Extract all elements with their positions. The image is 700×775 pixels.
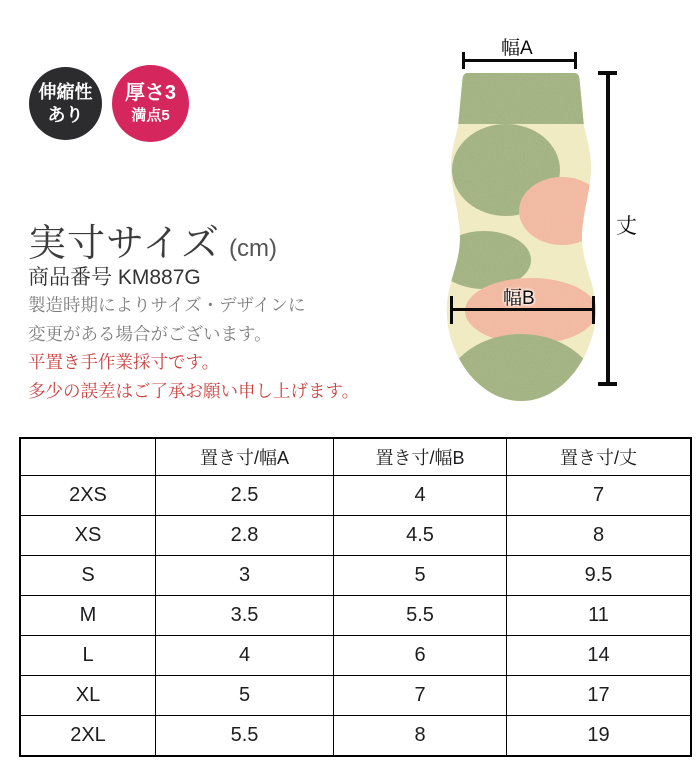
note-red-line2: 多少の誤差はご了承お願い申し上げます。 <box>28 380 360 401</box>
width-b-tick-right <box>592 296 595 324</box>
size-cell: M <box>20 596 156 636</box>
thickness-badge-line1: 厚さ3 <box>124 82 177 104</box>
length-cell: 11 <box>507 596 692 636</box>
header-width-a: 置き寸/幅A <box>156 438 334 476</box>
size-table-header-row <box>20 438 691 476</box>
sock-illustration <box>438 68 602 408</box>
length-line <box>606 71 610 386</box>
width-a-label: 幅A <box>501 38 533 59</box>
length-cell: 17 <box>507 676 692 716</box>
length-cell: 9.5 <box>507 556 692 596</box>
width-b-cell: 5.5 <box>334 596 507 636</box>
table-row <box>20 676 691 716</box>
stretch-badge-line1: 伸縮性 <box>38 81 93 102</box>
length-cell: 7 <box>507 476 692 516</box>
length-cell: 14 <box>507 636 692 676</box>
header-size <box>20 438 156 476</box>
table-row <box>20 556 691 596</box>
length-cell: 19 <box>507 716 692 757</box>
product-number: 商品番号 KM887G <box>28 266 201 289</box>
width-a-cell: 2.8 <box>156 516 334 556</box>
notes-block <box>28 291 359 405</box>
stretch-badge-line2: あり <box>47 104 84 125</box>
width-a-cell: 2.5 <box>156 476 334 516</box>
width-a-cell: 3 <box>156 556 334 596</box>
width-a-cell: 5 <box>156 676 334 716</box>
note-gray-line1: 製造時期によりサイズ・デザインに <box>28 295 306 315</box>
size-cell: 2XL <box>20 716 156 757</box>
header-width-b: 置き寸/幅B <box>334 438 507 476</box>
table-row <box>20 636 691 676</box>
note-red-line1: 平置き手作業採寸です。 <box>28 352 220 372</box>
size-cell: XL <box>20 676 156 716</box>
unit-label: (cm) <box>228 235 277 262</box>
size-cell: 2XS <box>20 476 156 516</box>
table-row <box>20 516 691 556</box>
note-gray-line2: 変更がある場合がございます。 <box>28 323 272 344</box>
width-b-cell: 8 <box>334 716 507 757</box>
size-cell: S <box>20 556 156 596</box>
table-row <box>20 476 691 516</box>
width-b-cell: 4 <box>334 476 507 516</box>
length-label: 丈 <box>616 215 637 238</box>
width-b-cell: 5 <box>334 556 507 596</box>
thickness-badge-line2: 満点5 <box>131 107 170 124</box>
stretch-badge <box>29 67 102 140</box>
table-row <box>20 716 691 757</box>
width-b-cell: 7 <box>334 676 507 716</box>
width-b-cell: 6 <box>334 636 507 676</box>
table-row <box>20 596 691 636</box>
length-cap-bottom <box>598 382 617 386</box>
section-title-row <box>28 212 277 267</box>
width-a-cell: 3.5 <box>156 596 334 636</box>
page-title: 実寸サイズ <box>28 223 220 265</box>
width-a-tick-right <box>574 52 577 69</box>
width-b-label: 幅B <box>503 288 535 309</box>
thickness-badge <box>112 65 189 142</box>
width-b-cell: 4.5 <box>334 516 507 556</box>
size-cell: L <box>20 636 156 676</box>
length-cell: 8 <box>507 516 692 556</box>
size-cell: XS <box>20 516 156 556</box>
width-a-cell: 4 <box>156 636 334 676</box>
width-a-cell: 5.5 <box>156 716 334 757</box>
header-length: 置き寸/丈 <box>507 438 692 476</box>
size-table <box>19 437 692 757</box>
